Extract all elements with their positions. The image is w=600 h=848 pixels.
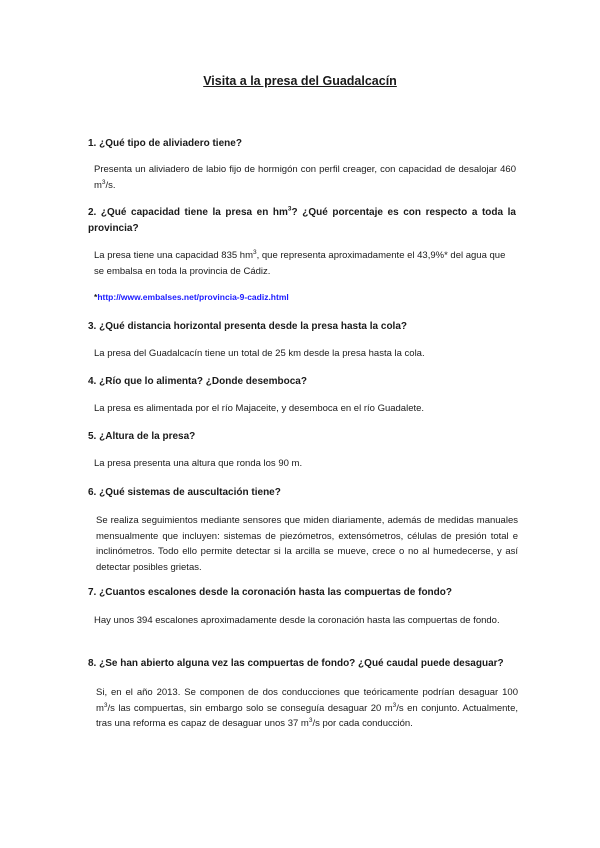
answer-4: La presa es alimentada por el río Majaceite, y desemboca en el río Guadalete. <box>94 403 425 414</box>
question-6: 6. ¿Qué sistemas de auscultación tiene? <box>88 487 281 498</box>
answer-2: La presa tiene una capacidad 835 $hm^3$, que representa aproximadamente el 43,9%* del agua que se embalsa en toda la provincia de Cádiz. <box>94 248 506 277</box>
answer-6: Se realiza seguimientos mediante sensores que miden diariamente, además de medidas manuales mensualmente que incluyen: sistemas de piezómetros, extensómetros, células de presión total e inclinómetros. Todo ello permite detectar si la arcilla se mueve, crece o no al humedecerse, y así detectar posibles grietas. <box>96 515 518 573</box>
source-link-line: *http://www.embalses.net/provincia-9-cadiz.html <box>94 292 289 302</box>
question-4: 4. ¿Río que lo alimenta? ¿Donde desemboca? <box>88 376 307 387</box>
answer-3: La presa del Guadalcacín tiene un total de 25 km desde la presa hasta la cola. <box>94 348 425 359</box>
answer-1: Presenta un aliviadero de labio fijo de hormigón con perfil creager, con capacidad de desalojar 460 $m^3/s$. <box>94 164 516 191</box>
answer-8: Si, en el año 2013. Se componen de dos conducciones que teóricamente podrían desaguar 100 $m^3/s$ las compuertas, sin embargo solo se conseguía desaguar 20 $m^3/s$ en conjunto. Actualmente, tras una reforma es capaz de desaguar unos 37 $m^3/s$ por cada conducción. <box>96 687 518 729</box>
question-5: 5. ¿Altura de la presa? <box>88 431 196 442</box>
source-link[interactable]: http://www.embalses.net/provincia-9-cadiz.html <box>97 292 289 302</box>
question-1: 1. ¿Qué tipo de aliviadero tiene? <box>88 138 242 149</box>
answer-7: Hay unos 394 escalones aproximadamente desde la coronación hasta las compuertas de fondo. <box>94 615 500 626</box>
question-8: 8. ¿Se han abierto alguna vez las compuertas de fondo? ¿Qué caudal puede desaguar? <box>88 658 504 669</box>
question-3: 3. ¿Qué distancia horizontal presenta desde la presa hasta la cola? <box>88 321 407 332</box>
answer-5: La presa presenta una altura que ronda los 90 m. <box>94 458 303 469</box>
question-7: 7. ¿Cuantos escalones desde la coronación hasta las compuertas de fondo? <box>88 587 452 598</box>
page-title: Visita a la presa del Guadalcacín <box>203 74 397 88</box>
question-2: 2. ¿Qué capacidad tiene la presa en $hm^3$? ¿Qué porcentaje es con respecto a toda la provincia? <box>88 205 516 234</box>
